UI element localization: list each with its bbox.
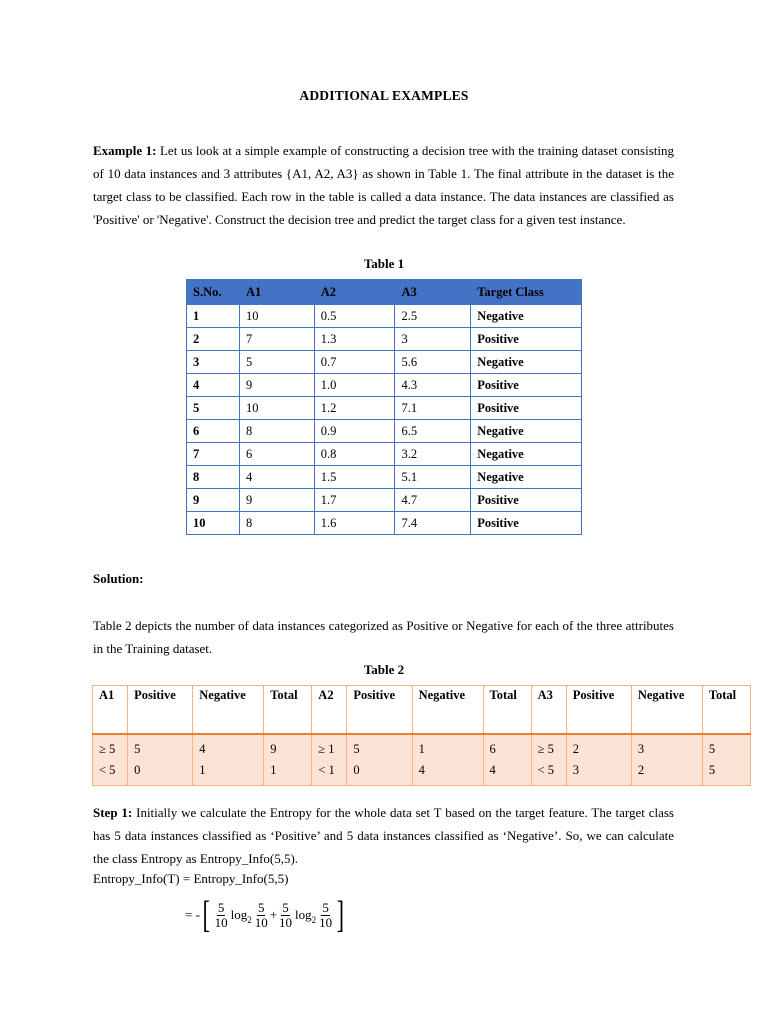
table-cell: 3.2 — [395, 443, 471, 466]
table-row — [187, 328, 582, 351]
table-cell: Positive — [471, 374, 582, 397]
table-2 — [92, 685, 751, 786]
table-cell: Positive — [471, 489, 582, 512]
table-cell: 3 — [631, 734, 702, 760]
table-cell: 0 — [128, 760, 193, 786]
table-2-header: Positive — [128, 686, 193, 735]
example-1-paragraph — [93, 139, 674, 231]
table-2-header: A3 — [531, 686, 566, 735]
table-cell: 10 — [187, 512, 240, 535]
table-cell: 4 — [483, 760, 531, 786]
table-cell: 10 — [239, 305, 314, 328]
table-cell: Negative — [471, 443, 582, 466]
table-cell: 1 — [193, 760, 264, 786]
table-row — [187, 489, 582, 512]
table-cell: 4 — [193, 734, 264, 760]
table-cell: 1 — [187, 305, 240, 328]
entropy-formula — [185, 895, 347, 935]
example-1-text: Let us look at a simple example of constructing a decision tree with the training dataset consisting of 10 data instances and 3 attributes {A1, A2, A3} as shown in Table 1. The final attribute in the dataset is the target class to be classified. Each row in the table is called a data instance. The data instances are classified as 'Positive' or 'Negative'. Construct the decision tree and predict the target class for a given test instance. — [93, 143, 674, 227]
table-1 — [186, 279, 582, 535]
formula-log: $\log_2$ — [230, 907, 252, 925]
table-2-header: Total — [483, 686, 531, 735]
table-cell: 0.5 — [314, 305, 395, 328]
table-cell: Negative — [471, 351, 582, 374]
formula-open-bracket: [ — [202, 894, 211, 936]
table-cell: 2 — [187, 328, 240, 351]
formula-numerator: 5 — [217, 899, 225, 915]
table-cell: Positive — [471, 397, 582, 420]
table-cell: 4 — [187, 374, 240, 397]
table-cell: < 1 — [312, 760, 347, 786]
table-2-caption: Table 2 — [363, 662, 405, 677]
table-1-header: A1 — [239, 280, 314, 305]
table-cell: 5 — [702, 760, 750, 786]
table-cell: 2 — [631, 760, 702, 786]
table-2-header: Positive — [566, 686, 631, 735]
formula-denominator: 10 — [254, 914, 268, 930]
table-cell: 9 — [264, 734, 312, 760]
formula-numerator: 5 — [322, 899, 329, 915]
table-1-header: A2 — [314, 280, 395, 305]
table-cell: 1.6 — [314, 512, 395, 535]
table-2-header: Total — [264, 686, 312, 735]
table-cell: Negative — [471, 305, 582, 328]
table-row — [187, 351, 582, 374]
table-cell: 10 — [239, 397, 314, 420]
table-row — [187, 466, 582, 489]
table-row — [187, 420, 582, 443]
formula-numerator: 5 — [282, 899, 289, 915]
table-2-header: Positive — [347, 686, 412, 735]
table-2-header: A2 — [312, 686, 347, 735]
table-cell: 3 — [187, 351, 240, 374]
formula-fraction — [214, 901, 229, 930]
formula-fraction — [318, 901, 333, 930]
table-cell: 2.5 — [395, 305, 471, 328]
table-row — [187, 397, 582, 420]
table-2-header: Negative — [193, 686, 264, 735]
table-cell: Positive — [471, 512, 582, 535]
table-row — [187, 443, 582, 466]
table-cell: 8 — [187, 466, 240, 489]
table-cell: 3 — [395, 328, 471, 351]
table-cell: 4 — [412, 760, 483, 786]
table-cell: 5.1 — [395, 466, 471, 489]
formula-denominator: 10 — [319, 914, 333, 930]
table-cell: 2 — [566, 734, 631, 760]
table-cell: 5 — [702, 734, 750, 760]
formula-numerator: 5 — [257, 899, 265, 915]
table-1-header: A3 — [395, 280, 471, 305]
table-cell: Negative — [471, 420, 582, 443]
table-cell: 1.2 — [314, 397, 395, 420]
table-cell: 5 — [239, 351, 314, 374]
table-cell: 6 — [483, 734, 531, 760]
table-cell: 8 — [239, 512, 314, 535]
table-cell: 0 — [347, 760, 412, 786]
solution-label: Solution: — [93, 571, 144, 586]
table-row — [187, 512, 582, 535]
table-cell: 9 — [187, 489, 240, 512]
table-2-header: Negative — [631, 686, 702, 735]
table-1-caption: Table 1 — [363, 256, 405, 271]
formula-fraction — [254, 901, 269, 930]
table-2-header: Total — [702, 686, 750, 735]
table-cell: Negative — [471, 466, 582, 489]
table-cell: 6.5 — [395, 420, 471, 443]
table-cell: 7 — [239, 328, 314, 351]
table-cell: 3 — [566, 760, 631, 786]
table-cell: 5 — [128, 734, 193, 760]
table-cell: 9 — [239, 374, 314, 397]
entropy-equation: Entropy_Info(T) = Entropy_Info(5,5) — [93, 871, 289, 886]
table-cell: ≥ 1 — [312, 734, 347, 760]
table-2-intro-paragraph: Table 2 depicts the number of data instances categorized as Positive or Negative for each of the three attributes in the Training dataset. — [93, 618, 674, 656]
table-cell: 5.6 — [395, 351, 471, 374]
table-cell: 8 — [239, 420, 314, 443]
table-cell: 6 — [187, 420, 240, 443]
table-cell: 9 — [239, 489, 314, 512]
formula-close-bracket: ] — [336, 894, 345, 936]
table-2-header-row — [93, 686, 751, 735]
table-cell: 1.7 — [314, 489, 395, 512]
formula-prefix: = - — [185, 907, 200, 922]
table-cell: 1.3 — [314, 328, 395, 351]
table-cell: < 5 — [93, 760, 128, 786]
example-1-label: Example 1: — [93, 143, 157, 158]
table-row — [187, 374, 582, 397]
table-cell: 1 — [264, 760, 312, 786]
formula-denominator: 10 — [214, 914, 228, 930]
table-cell: 5 — [347, 734, 412, 760]
formula-log: $\log_2$ — [295, 907, 317, 925]
table-row — [93, 734, 751, 760]
table-cell: 4 — [239, 466, 314, 489]
table-cell: Positive — [471, 328, 582, 351]
step-1-text: Initially we calculate the Entropy for the whole data set T based on the target feature. The target class has 5 data instances classified as ‘Positive’ and 5 data instances classified as ‘Negative’. So, we can calculate the class Entropy as Entropy_Info(5,5). — [93, 805, 674, 866]
table-cell: 7.1 — [395, 397, 471, 420]
table-row — [187, 305, 582, 328]
formula-plus: + — [269, 907, 278, 922]
table-cell: ≥ 5 — [93, 734, 128, 760]
table-cell: ≥ 5 — [531, 734, 566, 760]
table-1-header-row — [187, 280, 582, 305]
table-cell: 0.7 — [314, 351, 395, 374]
table-cell: 1 — [412, 734, 483, 760]
table-2-header: Negative — [412, 686, 483, 735]
table-cell: 0.9 — [314, 420, 395, 443]
table-cell: 4.7 — [395, 489, 471, 512]
table-cell: 7.4 — [395, 512, 471, 535]
table-cell: 7 — [187, 443, 240, 466]
formula-fraction — [278, 901, 293, 930]
table-cell: 5 — [187, 397, 240, 420]
table-1-header: Target Class — [471, 280, 582, 305]
step-1-paragraph — [93, 801, 674, 870]
step-1-label: Step 1: — [93, 805, 133, 820]
table-cell: 0.8 — [314, 443, 395, 466]
page-title: ADDITIONAL EXAMPLES — [299, 88, 469, 103]
table-cell: 1.0 — [314, 374, 395, 397]
table-cell: < 5 — [531, 760, 566, 786]
table-1-header: S.No. — [187, 280, 240, 305]
table-cell: 4.3 — [395, 374, 471, 397]
table-cell: 6 — [239, 443, 314, 466]
table-row — [93, 760, 751, 786]
table-2-header: A1 — [93, 686, 128, 735]
formula-denominator: 10 — [279, 914, 293, 930]
table-cell: 1.5 — [314, 466, 395, 489]
